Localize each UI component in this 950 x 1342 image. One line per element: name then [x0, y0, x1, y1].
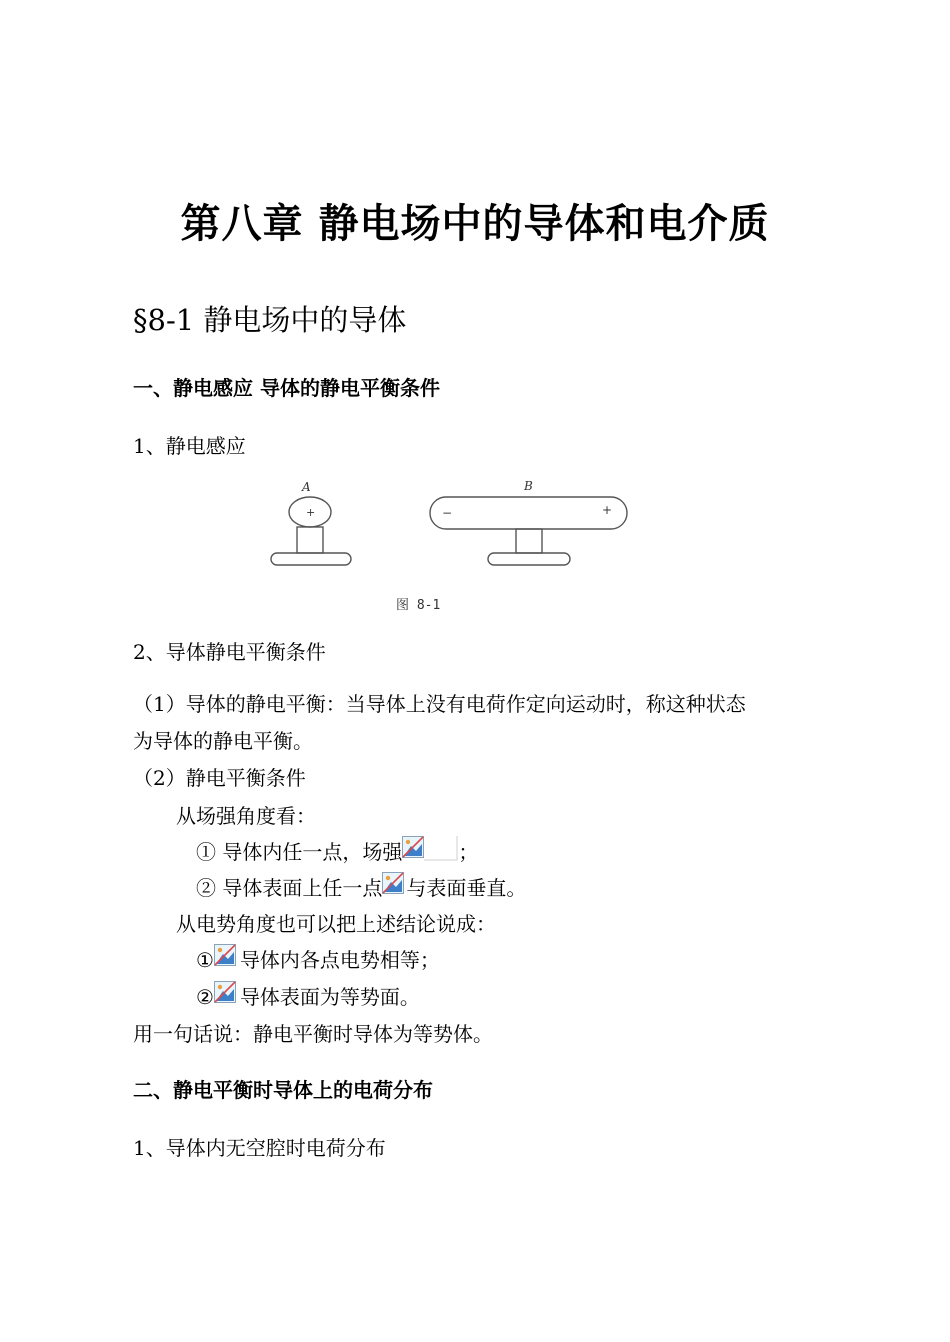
- field-condition-1-text: ① 导体内任一点，场强: [196, 840, 403, 864]
- label-a: A: [302, 480, 311, 494]
- conductor-b: [430, 497, 627, 529]
- definition-line-1: （1）导体的静电平衡：当导体上没有电荷作定向运动时，称这种状态: [133, 692, 746, 716]
- label-b: B: [524, 479, 533, 493]
- potential-condition-1-num: ①: [196, 948, 214, 972]
- item-electrostatic-induction: 1、静电感应: [133, 434, 246, 458]
- potential-view-intro: 从电势角度也可以把上述结论说成：: [176, 912, 496, 936]
- figure-caption: 图 8-1: [396, 598, 441, 613]
- sign-b-left: −: [442, 506, 453, 520]
- formula-placeholder: [402, 836, 458, 862]
- potential-condition-2: [196, 981, 420, 1010]
- formula-placeholder: [382, 872, 406, 898]
- field-condition-2-text: ② 导体表面上任一点: [196, 876, 383, 900]
- field-view-intro: 从场强角度看：: [176, 804, 316, 828]
- section-title: §8-1 静电场中的导体: [133, 303, 407, 337]
- formula-placeholder: [214, 981, 240, 1007]
- potential-condition-1-text: 导体内各点电势相等；: [239, 948, 440, 972]
- broken-image-icon: [402, 836, 424, 858]
- formula-placeholder: [214, 944, 240, 970]
- sign-a: +: [306, 506, 316, 519]
- item-equilibrium-condition: 2、导体静电平衡条件: [133, 640, 326, 664]
- field-condition-2: [196, 872, 526, 901]
- summary-sentence: 用一句话说：静电平衡时导体为等势体。: [133, 1022, 493, 1046]
- conditions-heading: （2）静电平衡条件: [133, 766, 306, 790]
- field-condition-1-end: ；: [458, 840, 479, 864]
- field-condition-1: [196, 836, 478, 865]
- base-a: [271, 553, 351, 565]
- broken-image-icon: [214, 981, 236, 1003]
- stand-a: [297, 527, 323, 553]
- figure-8-1: [262, 476, 640, 576]
- base-b: [488, 553, 570, 565]
- chapter-title: 第八章 静电场中的导体和电介质: [180, 201, 770, 247]
- potential-condition-2-text: 导体表面为等势面。: [239, 985, 420, 1009]
- definition-line-2: 为导体的静电平衡。: [133, 729, 313, 753]
- sign-b-right: +: [602, 503, 613, 517]
- heading-part1: 一、静电感应 导体的静电平衡条件: [133, 376, 440, 400]
- stand-b: [516, 529, 542, 553]
- item-no-cavity: 1、导体内无空腔时电荷分布: [133, 1136, 386, 1160]
- field-condition-2-end: 与表面垂直。: [406, 876, 527, 900]
- heading-part2: 二、静电平衡时导体上的电荷分布: [133, 1078, 433, 1102]
- potential-condition-1: [196, 944, 440, 973]
- broken-image-icon: [382, 872, 404, 894]
- potential-condition-2-num: ②: [196, 985, 214, 1009]
- broken-image-icon: [214, 944, 236, 966]
